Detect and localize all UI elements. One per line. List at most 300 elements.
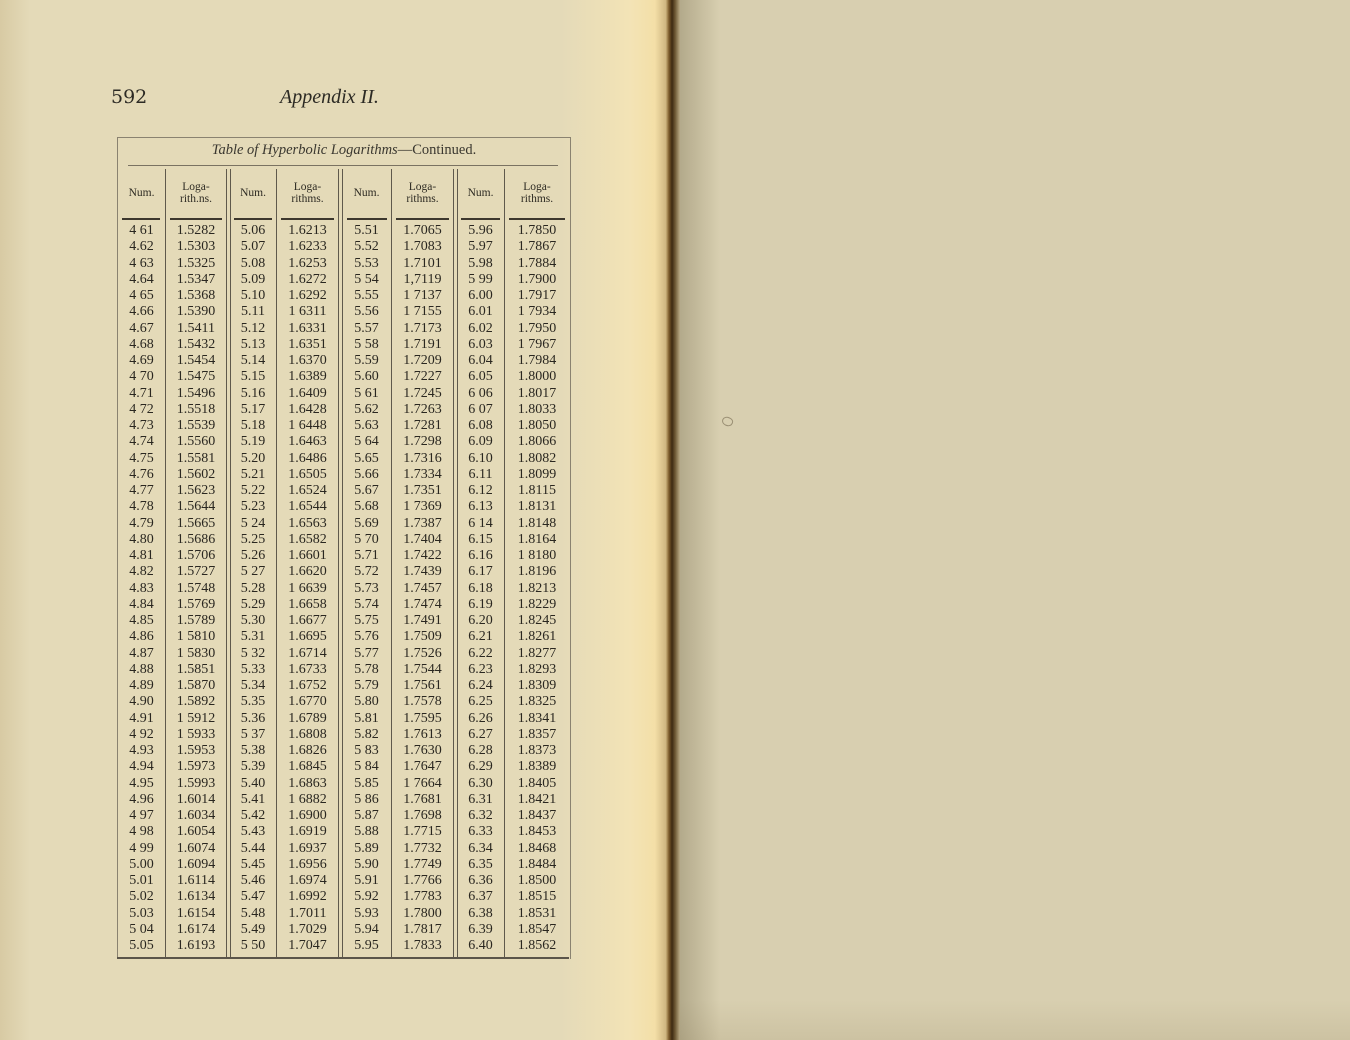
- book-spine-gutter: [666, 0, 680, 1040]
- log-cell: 1.5347: [176, 271, 216, 287]
- table-row: [118, 597, 570, 613]
- table-row: [118, 223, 570, 239]
- num-cell: 6.01: [468, 304, 493, 320]
- log-cell: 1.7630: [403, 743, 442, 758]
- num-cell: 5.36: [240, 710, 266, 726]
- log-cell: 1.8500: [517, 873, 557, 888]
- table-row: [118, 873, 570, 889]
- running-title: Appendix II.: [280, 86, 379, 108]
- num-cell: 6.20: [468, 613, 493, 628]
- num-cell: 5 64: [354, 434, 379, 450]
- log-cell: 1.6486: [288, 450, 327, 466]
- log-cell: 1.5706: [176, 548, 216, 563]
- num-cell: 6.36: [468, 873, 493, 888]
- log-cell: 1.7800: [403, 905, 442, 921]
- num-cell: 5.81: [354, 710, 379, 726]
- log-cell: 1.6956: [288, 856, 327, 872]
- num-cell: 5.25: [240, 531, 266, 547]
- num-cell: 5 84: [354, 759, 379, 775]
- num-cell: 5 58: [354, 336, 379, 352]
- num-cell: 6 06: [468, 385, 493, 401]
- log-cell: 1.7917: [517, 288, 557, 303]
- log-cell: 1.6014: [176, 791, 216, 807]
- log-cell: 1.5769: [176, 596, 216, 612]
- header-log-3: [391, 172, 454, 214]
- num-cell: 4.96: [129, 791, 154, 807]
- num-cell: 5.52: [354, 239, 379, 255]
- num-cell: 5.07: [240, 239, 266, 255]
- log-cell: 1.8405: [517, 775, 557, 791]
- log-cell: 1.6154: [176, 905, 216, 921]
- num-cell: 5.91: [354, 873, 379, 888]
- table-row: [118, 776, 570, 792]
- table-row: [118, 906, 570, 922]
- log-cell: 1.7387: [403, 515, 442, 531]
- num-cell: 5.82: [354, 726, 379, 742]
- num-cell: 4 70: [129, 369, 154, 385]
- header-log-4-line1: Loga-: [523, 181, 551, 193]
- num-cell: 5.96: [468, 223, 493, 238]
- log-cell: 1.7191: [403, 336, 442, 352]
- num-cell: 5.69: [354, 515, 379, 531]
- log-cell: 1.6826: [288, 743, 327, 758]
- num-cell: 4.85: [129, 613, 154, 628]
- log-cell: 1.6789: [288, 710, 327, 726]
- num-cell: 6.21: [468, 629, 493, 645]
- num-cell: 6 07: [468, 401, 493, 417]
- log-cell: 1.6524: [288, 483, 327, 498]
- log-cell: 1.6544: [288, 499, 327, 515]
- table-row: [118, 467, 570, 483]
- log-cell: 1.5748: [176, 580, 216, 596]
- table-row: [118, 857, 570, 873]
- log-cell: 1.5560: [176, 434, 216, 450]
- table-caption-title: Table of Hyperbolic Logarithms: [211, 142, 398, 158]
- log-cell: 1.8468: [517, 840, 557, 856]
- log-cell: 1,7119: [403, 271, 442, 287]
- num-cell: 5.11: [241, 304, 265, 320]
- num-cell: 4 97: [129, 808, 154, 823]
- num-cell: 5.71: [354, 548, 379, 563]
- right-page-blank: [680, 0, 1350, 1040]
- log-cell: 1.6272: [288, 271, 327, 287]
- log-cell: 1.7209: [403, 353, 442, 368]
- log-cell: 1.7474: [403, 596, 442, 612]
- num-cell: 6.03: [468, 336, 493, 352]
- num-cell: 5 99: [468, 271, 493, 287]
- table-row: [118, 581, 570, 597]
- log-cell: 1.7850: [517, 223, 557, 238]
- table-row: [118, 483, 570, 499]
- num-cell: 5.94: [354, 921, 379, 937]
- log-cell: 1.7334: [403, 466, 442, 482]
- log-cell: 1.6752: [288, 678, 327, 693]
- num-cell: 5.34: [240, 678, 266, 693]
- num-cell: 4.76: [129, 466, 154, 482]
- log-cell: 1 6639: [288, 580, 327, 596]
- table-row: [118, 808, 570, 824]
- log-cell: 1.5475: [176, 369, 216, 385]
- num-cell: 5.49: [240, 921, 266, 937]
- log-cell: 1 7664: [403, 775, 442, 791]
- log-cell: 1.8437: [517, 808, 557, 823]
- num-cell: 6.13: [468, 499, 493, 515]
- log-cell: 1.5282: [176, 223, 216, 238]
- num-cell: 5.79: [354, 678, 379, 693]
- num-cell: 6.39: [468, 921, 493, 937]
- num-cell: 5.56: [354, 304, 379, 320]
- log-cell: 1.5644: [176, 499, 216, 515]
- table-row: [118, 434, 570, 450]
- log-cell: 1.7647: [403, 759, 442, 775]
- log-cell: 1 6882: [288, 791, 327, 807]
- num-cell: 5.53: [354, 255, 379, 271]
- log-cell: 1 7155: [403, 304, 442, 320]
- num-cell: 5 83: [354, 743, 379, 758]
- num-cell: 5.72: [354, 564, 379, 580]
- log-cell: 1.7578: [403, 694, 442, 710]
- log-cell: 1.6937: [288, 840, 327, 856]
- log-cell: 1.6292: [288, 288, 327, 303]
- log-cell: 1.7404: [403, 531, 442, 547]
- log-cell: 1.7867: [517, 239, 557, 255]
- table-row: [118, 548, 570, 564]
- num-cell: 5.42: [240, 808, 266, 823]
- num-cell: 4 61: [129, 223, 154, 238]
- log-cell: 1 7369: [403, 499, 442, 515]
- log-cell: 1.7457: [403, 580, 442, 596]
- table-row: [118, 304, 570, 320]
- table-row: [118, 353, 570, 369]
- header-rule: [234, 218, 272, 220]
- log-cell: 1.8562: [517, 938, 557, 953]
- num-cell: 5.55: [354, 288, 379, 303]
- log-cell: 1.5432: [176, 336, 216, 352]
- log-cell: 1.5870: [176, 678, 216, 693]
- log-cell: 1.6428: [288, 401, 327, 417]
- log-cell: 1.7101: [403, 255, 442, 271]
- table-bottom-rule: [117, 957, 569, 959]
- table-row: [118, 792, 570, 808]
- num-cell: 5.76: [354, 629, 379, 645]
- header-log-2-line1: Loga-: [293, 181, 322, 193]
- num-cell: 5.15: [240, 369, 266, 385]
- table-row: [118, 369, 570, 385]
- num-cell: 6.28: [468, 743, 493, 758]
- num-cell: 5.20: [240, 450, 266, 466]
- num-cell: 5.12: [240, 320, 266, 336]
- num-cell: 5.65: [354, 450, 379, 466]
- log-cell: 1.6845: [288, 759, 327, 775]
- table-row: [118, 743, 570, 759]
- table-body: [118, 223, 570, 954]
- table-row: [118, 662, 570, 678]
- table-caption-continued: —Continued.: [397, 142, 477, 158]
- log-cell: 1.8357: [517, 726, 557, 742]
- num-cell: 5 86: [354, 791, 379, 807]
- num-cell: 5.23: [240, 499, 266, 515]
- num-cell: 6.31: [468, 791, 493, 807]
- table-row: [118, 938, 570, 954]
- num-cell: 5 50: [240, 938, 266, 953]
- log-cell: 1.7783: [403, 889, 442, 905]
- num-cell: 5.67: [354, 483, 379, 498]
- log-cell: 1.7833: [403, 938, 442, 953]
- num-cell: 5.03: [129, 905, 154, 921]
- log-cell: 1.5665: [176, 515, 216, 531]
- num-cell: 5.95: [354, 938, 379, 953]
- log-cell: 1.7817: [403, 921, 442, 937]
- num-cell: 6.32: [468, 808, 493, 823]
- num-cell: 5.63: [354, 418, 379, 433]
- table-row: [118, 321, 570, 337]
- num-cell: 5.90: [354, 856, 379, 872]
- num-cell: 5.66: [354, 466, 379, 482]
- num-cell: 5.97: [468, 239, 493, 255]
- log-cell: 1.6900: [288, 808, 327, 823]
- num-cell: 5 37: [240, 726, 266, 742]
- header-rule: [122, 218, 160, 220]
- header-rule: [396, 218, 449, 220]
- log-cell: 1.8050: [517, 418, 557, 433]
- num-cell: 6.34: [468, 840, 493, 856]
- table-row: [118, 678, 570, 694]
- num-cell: 4.83: [129, 580, 154, 596]
- num-cell: 4.82: [129, 564, 154, 580]
- num-cell: 6.38: [468, 905, 493, 921]
- header-num-4: Num.: [467, 187, 494, 199]
- log-cell: 1.6331: [288, 320, 327, 336]
- num-cell: 6.16: [468, 548, 493, 563]
- log-cell: 1.6582: [288, 531, 327, 547]
- num-cell: 6.22: [468, 645, 493, 661]
- header-log-4-line2: rithms.: [520, 193, 554, 205]
- num-cell: 4.88: [129, 661, 154, 677]
- header-log-1-line1: Loga-: [182, 181, 210, 193]
- table-row: [118, 759, 570, 775]
- log-cell: 1 7967: [517, 336, 557, 352]
- num-cell: 5.75: [354, 613, 379, 628]
- log-cell: 1 5933: [176, 726, 216, 742]
- table-row: [118, 613, 570, 629]
- num-cell: 5.48: [240, 905, 266, 921]
- table-row: [118, 337, 570, 353]
- log-cell: 1.8000: [517, 369, 557, 385]
- table-row: [118, 694, 570, 710]
- log-cell: 1.5602: [176, 466, 216, 482]
- num-cell: 5.45: [240, 856, 266, 872]
- log-cell: 1.6074: [176, 840, 216, 856]
- num-cell: 4.69: [129, 353, 154, 368]
- num-cell: 4.67: [129, 320, 154, 336]
- log-cell: 1.8389: [517, 759, 557, 775]
- num-cell: 5.21: [240, 466, 266, 482]
- log-cell: 1.8099: [517, 466, 557, 482]
- num-cell: 6.05: [468, 369, 493, 385]
- log-cell: 1.6233: [288, 239, 327, 255]
- header-log-3-line2: rithms.: [406, 193, 439, 205]
- num-cell: 5.78: [354, 661, 379, 677]
- num-cell: 6.11: [468, 466, 493, 482]
- log-cell: 1.6193: [176, 938, 216, 953]
- log-cell: 1.5993: [176, 775, 216, 791]
- num-cell: 5.30: [240, 613, 266, 628]
- num-cell: 6.00: [468, 288, 493, 303]
- num-cell: 5.51: [354, 223, 379, 238]
- log-cell: 1.8421: [517, 791, 557, 807]
- num-cell: 4.87: [129, 645, 154, 661]
- log-cell: 1.5325: [176, 255, 216, 271]
- header-log-2: [276, 172, 339, 214]
- log-cell: 1.6054: [176, 824, 216, 840]
- log-cell: 1.6992: [288, 889, 327, 905]
- log-cell: 1 7934: [517, 304, 557, 320]
- log-cell: 1 7137: [403, 288, 442, 303]
- num-cell: 6.02: [468, 320, 493, 336]
- num-cell: 4.68: [129, 336, 154, 352]
- table-row: [118, 824, 570, 840]
- table-row: [118, 386, 570, 402]
- log-cell: 1.7509: [403, 629, 442, 645]
- header-rule: [281, 218, 334, 220]
- num-cell: 5.14: [240, 353, 266, 368]
- log-cell: 1.6770: [288, 694, 327, 710]
- log-cell: 1.6733: [288, 661, 327, 677]
- log-cell: 1.6563: [288, 515, 327, 531]
- log-cell: 1.7715: [403, 824, 442, 840]
- log-cell: 1.8229: [517, 596, 557, 612]
- num-cell: 4 63: [129, 255, 154, 271]
- log-cell: 1.7281: [403, 418, 442, 433]
- num-cell: 6.23: [468, 661, 493, 677]
- log-cell: 1.6714: [288, 645, 327, 661]
- log-cell: 1.5368: [176, 288, 216, 303]
- num-cell: 4.81: [129, 548, 154, 563]
- num-cell: 6.10: [468, 450, 493, 466]
- table-row: [118, 402, 570, 418]
- log-cell: 1.7263: [403, 401, 442, 417]
- left-page: [0, 0, 668, 1040]
- num-cell: 5.74: [354, 596, 379, 612]
- log-cell: 1.8293: [517, 661, 557, 677]
- num-cell: 5 04: [129, 921, 154, 937]
- log-cell: 1.7749: [403, 856, 442, 872]
- log-cell: 1.8245: [517, 613, 557, 628]
- header-rule: [347, 218, 387, 220]
- num-cell: 5.19: [240, 434, 266, 450]
- log-cell: 1.6034: [176, 808, 216, 823]
- log-cell: 1.8373: [517, 743, 557, 758]
- caption-rule: [128, 165, 558, 166]
- num-cell: 4.79: [129, 515, 154, 531]
- log-cell: 1.8515: [517, 889, 557, 905]
- log-cell: 1.8277: [517, 645, 557, 661]
- log-cell: 1.5581: [176, 450, 216, 466]
- num-cell: 6.04: [468, 353, 493, 368]
- num-cell: 5.87: [354, 808, 379, 823]
- num-cell: 5.62: [354, 401, 379, 417]
- log-cell: 1.7884: [517, 255, 557, 271]
- table-row: [118, 451, 570, 467]
- num-cell: 6.25: [468, 694, 493, 710]
- header-log-2-line2: rithms.: [291, 193, 324, 205]
- log-cell: 1.6505: [288, 466, 327, 482]
- header-rule: [509, 218, 565, 220]
- num-cell: 4.91: [129, 710, 154, 726]
- table-row: [118, 727, 570, 743]
- log-cell: 1.6134: [176, 889, 216, 905]
- num-cell: 4 65: [129, 288, 154, 303]
- log-cell: 1.6389: [288, 369, 327, 385]
- num-cell: 5.88: [354, 824, 379, 840]
- log-cell: 1.8325: [517, 694, 557, 710]
- num-cell: 6.15: [468, 531, 493, 547]
- log-cell: 1.8148: [517, 515, 557, 531]
- table-row: [118, 646, 570, 662]
- num-cell: 5 70: [354, 531, 379, 547]
- table-row: [118, 272, 570, 288]
- table-row: [118, 841, 570, 857]
- log-cell: 1.5496: [176, 385, 216, 401]
- log-cell: 1.7595: [403, 710, 442, 726]
- num-cell: 5.68: [354, 499, 379, 515]
- num-cell: 6.24: [468, 678, 493, 693]
- log-cell: 1.8115: [518, 483, 556, 498]
- header-num-3: Num.: [353, 187, 380, 199]
- num-cell: 5.40: [240, 775, 266, 791]
- num-cell: 4.62: [129, 239, 154, 255]
- num-cell: 5.46: [240, 873, 266, 888]
- num-cell: 6.29: [468, 759, 493, 775]
- log-cell: 1.6863: [288, 775, 327, 791]
- log-cell: 1.8017: [517, 385, 557, 401]
- log-cell: 1.6370: [288, 353, 327, 368]
- log-cell: 1.7526: [403, 645, 442, 661]
- num-cell: 5.38: [240, 743, 266, 758]
- num-cell: 6.35: [468, 856, 493, 872]
- log-cell: 1.7173: [403, 320, 442, 336]
- log-cell: 1.6253: [288, 255, 327, 271]
- log-cell: 1.5953: [176, 743, 216, 758]
- log-cell: 1.7245: [403, 385, 442, 401]
- num-cell: 5.09: [240, 271, 266, 287]
- table-row: [118, 239, 570, 255]
- log-cell: 1.5390: [176, 304, 216, 320]
- num-cell: 5.44: [240, 840, 266, 856]
- log-cell: 1.6808: [288, 726, 327, 742]
- num-cell: 4.95: [129, 775, 154, 791]
- num-cell: 5.22: [240, 483, 266, 498]
- log-cell: 1.7029: [288, 921, 327, 937]
- log-cell: 1.7613: [403, 726, 442, 742]
- log-cell: 1.7698: [403, 808, 442, 823]
- table-row: [118, 629, 570, 645]
- log-cell: 1.8213: [517, 580, 557, 596]
- num-cell: 4.77: [129, 483, 154, 498]
- log-cell: 1.6601: [288, 548, 327, 563]
- log-cell: 1.5303: [176, 239, 216, 255]
- num-cell: 6.09: [468, 434, 493, 450]
- log-cell: 1.8164: [517, 531, 557, 547]
- table-row: [118, 532, 570, 548]
- log-cell: 1.7766: [403, 873, 442, 888]
- log-cell: 1.5454: [176, 353, 216, 368]
- log-cell: 1.7083: [403, 239, 442, 255]
- num-cell: 6.37: [468, 889, 493, 905]
- num-cell: 5.29: [240, 596, 266, 612]
- num-cell: 6.12: [468, 483, 493, 498]
- num-cell: 5.18: [240, 418, 266, 433]
